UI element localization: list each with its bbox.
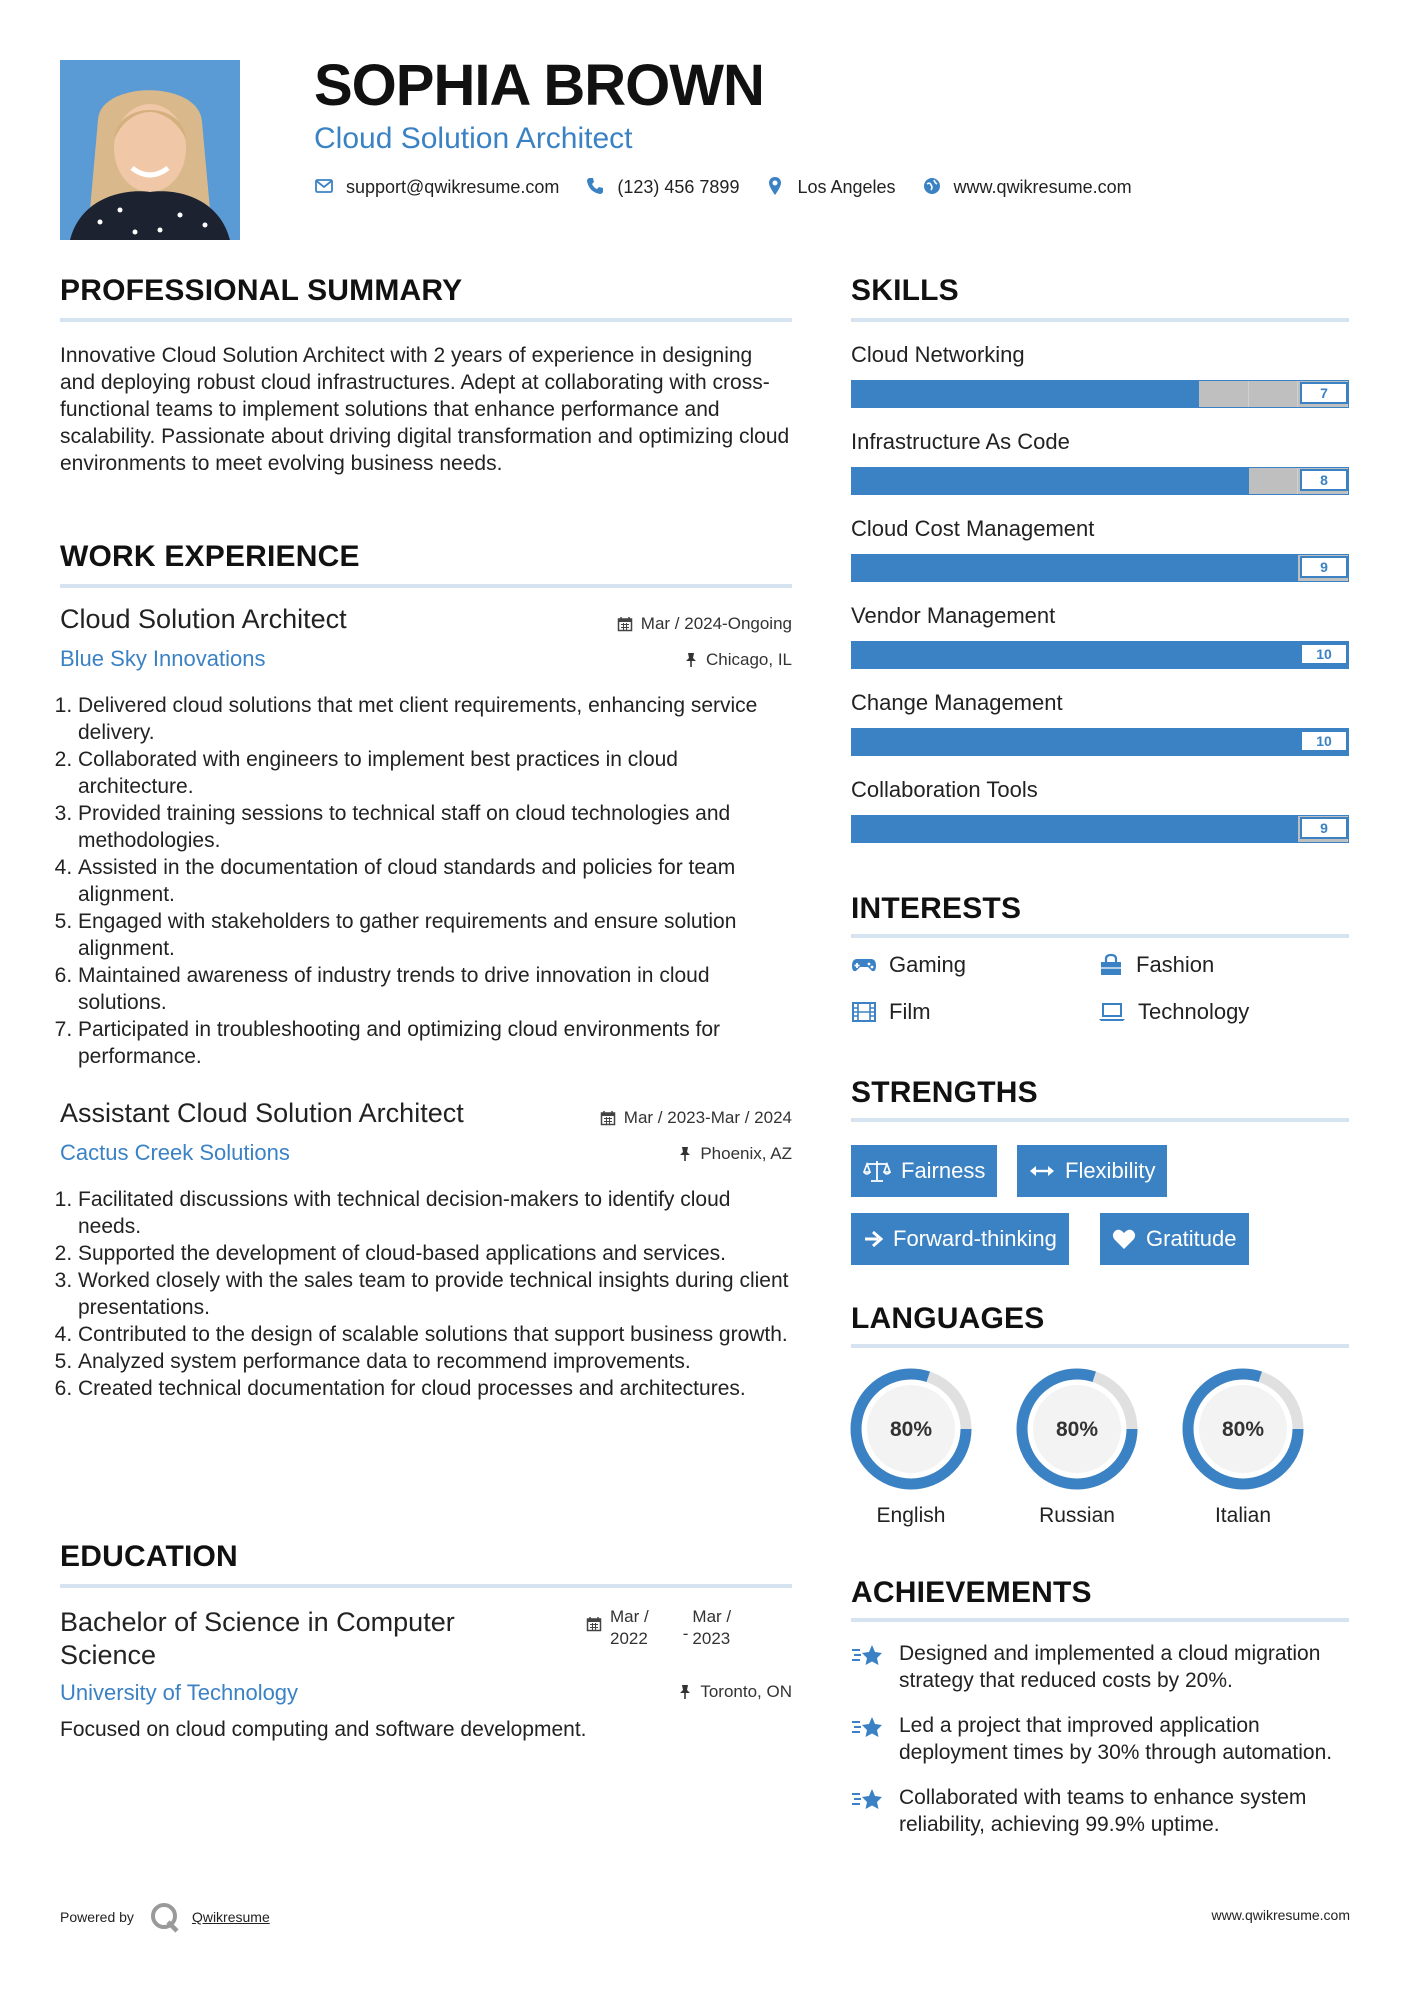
language-ring — [846, 1364, 976, 1494]
strength-label: Fairness — [901, 1158, 986, 1183]
skill-bar-segment — [902, 816, 952, 842]
interest-label: Fashion — [1136, 952, 1215, 977]
education-heading: EDUCATION — [60, 1540, 238, 1573]
shooting-star-icon — [851, 1642, 885, 1670]
skill-bar-segment — [1199, 642, 1249, 668]
website-text: www.qwikresume.com — [953, 176, 1132, 197]
job-dates — [600, 1108, 792, 1128]
skill-name: Cloud Networking — [851, 342, 1025, 367]
skill-name: Infrastructure As Code — [851, 429, 1070, 454]
interest-label: Technology — [1138, 999, 1250, 1024]
job-entry — [60, 604, 792, 1070]
skill-bar-segment — [902, 642, 952, 668]
education-start — [610, 1606, 649, 1650]
powered-by-text: Powered by — [60, 1909, 134, 1925]
achievement-item — [851, 1640, 1351, 1694]
summary-text: Innovative Cloud Solution Architect with 2 years of experience in designing and deploying robust cloud infrastructures. Adept at collaborating with cross-functional teams to implement solutions that enhance performance and scalability. Passionate about driving digital transformation and optimizing cloud environments to meet evolving business needs. — [60, 344, 790, 475]
job-bullet: 3. Provided training sessions to technical staff on cloud technologies and methodologies. — [78, 800, 792, 854]
skill-bar-segment — [1050, 381, 1100, 407]
experience-heading: WORK EXPERIENCE — [60, 540, 360, 573]
skill-name: Collaboration Tools — [851, 777, 1038, 802]
skill-bar-segment — [1001, 468, 1051, 494]
education-location-text: Toronto, ON — [700, 1682, 792, 1701]
job-bullet: 1. Facilitated discussions with technical decision-makers to identify cloud needs. — [78, 1186, 792, 1240]
laptop-icon — [1098, 1001, 1126, 1023]
education-location — [678, 1682, 792, 1702]
contact-website[interactable] — [922, 176, 1132, 198]
job-location — [678, 1144, 792, 1164]
skill-bar — [851, 554, 1349, 582]
skill-name: Cloud Cost Management — [851, 516, 1095, 541]
job-bullet: 4. Assisted in the documentation of cloud standards and policies for team alignment. — [78, 854, 792, 908]
envelope-icon — [314, 176, 336, 198]
interests-divider — [851, 934, 1349, 938]
powered-by — [60, 1900, 270, 1934]
interest-gaming — [851, 952, 966, 978]
footer-website[interactable]: www.qwikresume.com — [1211, 1907, 1350, 1923]
skill-item — [851, 690, 1349, 777]
language-percent: 80% — [1055, 1418, 1099, 1441]
skill-bar-segment — [1249, 642, 1299, 668]
skill-bar-segment — [1100, 468, 1150, 494]
job-bullet: 6. Maintained awareness of industry trends to drive innovation in cloud solutions. — [78, 962, 792, 1016]
job-location-text: Chicago, IL — [706, 650, 792, 669]
job-bullets — [60, 692, 792, 1070]
contact-bar — [314, 176, 1158, 198]
start-month: Mar / — [610, 1607, 649, 1626]
skill-bar-segment — [902, 381, 952, 407]
achievements-heading: ACHIEVEMENTS — [851, 1576, 1092, 1609]
languages-list — [846, 1364, 1366, 1534]
skill-level: 9 — [1300, 817, 1348, 839]
skill-bar-segment — [1249, 381, 1299, 407]
skill-bar-segment — [1199, 468, 1249, 494]
skill-bar-segment — [852, 642, 902, 668]
job-location-text: Phoenix, AZ — [700, 1144, 792, 1163]
skill-bar-segment — [852, 381, 902, 407]
skill-bar-segment — [1150, 729, 1200, 755]
skill-bar-segment — [1100, 555, 1150, 581]
gamepad-icon — [851, 955, 877, 975]
strengths-heading: STRENGTHS — [851, 1076, 1038, 1109]
job-bullets — [60, 1186, 792, 1402]
email-text: support@qwikresume.com — [346, 176, 560, 197]
pushpin-icon — [684, 652, 698, 668]
skills-heading: SKILLS — [851, 274, 959, 307]
pushpin-icon — [678, 1146, 692, 1162]
strength-label: Forward-thinking — [893, 1226, 1057, 1251]
job-dates — [617, 614, 792, 634]
skill-bar-segment — [1249, 816, 1299, 842]
skill-bar-segment — [1249, 555, 1299, 581]
interest-label: Film — [889, 999, 931, 1024]
contact-location — [765, 176, 895, 198]
achievement-item — [851, 1712, 1351, 1766]
achievements-divider — [851, 1618, 1349, 1622]
skill-bar-segment — [1001, 729, 1051, 755]
job-entry — [60, 1098, 792, 1402]
interest-fashion — [1098, 952, 1214, 978]
calendar-icon — [617, 616, 633, 632]
film-icon — [851, 1001, 877, 1023]
interest-label: Gaming — [889, 952, 967, 977]
strength-chip — [1100, 1213, 1249, 1265]
skill-bar-segment — [1100, 642, 1150, 668]
skill-name: Change Management — [851, 690, 1063, 715]
skill-level: 9 — [1300, 556, 1348, 578]
skill-bar-segment — [951, 381, 1001, 407]
skill-bar-segment — [1100, 729, 1150, 755]
skill-level: 7 — [1300, 382, 1348, 404]
school-name: University of Technology — [60, 1680, 299, 1705]
globe-icon — [922, 176, 944, 198]
summary-divider — [60, 318, 792, 322]
job-bullet: 7. Participated in troubleshooting and optimizing cloud environments for performance. — [78, 1016, 792, 1070]
skill-bar-segment — [1249, 729, 1299, 755]
profile-photo — [60, 60, 240, 240]
interests-heading: INTERESTS — [851, 892, 1022, 925]
skill-bar-segment — [1001, 381, 1051, 407]
calendar-icon — [586, 1616, 602, 1632]
shopping-bag-icon — [1098, 953, 1124, 977]
skill-bar-segment — [1100, 816, 1150, 842]
job-location — [684, 650, 792, 670]
skill-bar — [851, 728, 1349, 756]
skill-bar-segment — [1150, 816, 1200, 842]
skill-bar-segment — [902, 729, 952, 755]
language-name: English — [876, 1504, 946, 1527]
skill-bar-segment — [902, 555, 952, 581]
skill-bar-segment — [1050, 555, 1100, 581]
skill-bar-segment — [1249, 468, 1299, 494]
job-bullet: 3. Worked closely with the sales team to provide technical insights during client presentations. — [78, 1267, 792, 1321]
start-year: 2022 — [610, 1629, 648, 1648]
skills-list — [851, 342, 1349, 864]
contact-phone[interactable] — [585, 176, 739, 198]
pushpin-icon — [678, 1684, 692, 1700]
job-bullet: 4. Contributed to the design of scalable solutions that support business growth. — [78, 1321, 792, 1348]
skill-bar-segment — [1199, 729, 1249, 755]
skill-bar-segment — [951, 642, 1001, 668]
skill-bar-segment — [1150, 642, 1200, 668]
job-bullet: 2. Collaborated with engineers to implement best practices in cloud architecture. — [78, 746, 792, 800]
job-title: Assistant Cloud Solution Architect — [60, 1098, 464, 1128]
skill-bar-segment — [852, 468, 902, 494]
skill-item — [851, 516, 1349, 603]
end-month: Mar / — [692, 1607, 732, 1626]
arrow-right-icon — [863, 1229, 883, 1249]
skill-name: Vendor Management — [851, 603, 1056, 628]
achievement-text: Led a project that improved application deployment times by 30% through automation. — [899, 1714, 1333, 1764]
brand-link[interactable]: Qwikresume — [191, 1909, 270, 1925]
skill-bar — [851, 815, 1349, 843]
candidate-name: SOPHIA BROWN — [314, 53, 764, 118]
skill-bar-segment — [1199, 555, 1249, 581]
skill-bar-segment — [1050, 729, 1100, 755]
language-item — [1012, 1364, 1142, 1528]
skill-level: 8 — [1300, 469, 1348, 491]
interest-film — [851, 999, 931, 1025]
degree-title: Bachelor of Science in Computer Science — [60, 1607, 455, 1670]
job-dates-text: Mar / 2024-Ongoing — [640, 614, 792, 633]
skill-bar-segment — [852, 555, 902, 581]
language-item — [1178, 1364, 1308, 1528]
phone-text: (123) 456 7899 — [617, 176, 740, 197]
balance-scale-icon — [863, 1159, 891, 1183]
skill-bar-segment — [852, 816, 902, 842]
candidate-title: Cloud Solution Architect — [314, 122, 633, 155]
skill-bar — [851, 641, 1349, 669]
education-divider — [60, 1584, 792, 1588]
skill-bar-segment — [1001, 555, 1051, 581]
job-company: Cactus Creek Solutions — [60, 1140, 290, 1165]
contact-email[interactable] — [314, 176, 559, 198]
language-name: Italian — [1214, 1504, 1272, 1527]
job-title: Cloud Solution Architect — [60, 604, 347, 634]
skill-level: 10 — [1300, 643, 1348, 665]
experience-divider — [60, 584, 792, 588]
map-pin-icon — [765, 176, 787, 198]
achievement-item — [851, 1784, 1351, 1838]
location-text: Los Angeles — [797, 176, 896, 197]
interest-technology — [1098, 999, 1249, 1025]
education-end — [692, 1606, 731, 1650]
education-dates — [586, 1606, 731, 1650]
language-ring — [1178, 1364, 1308, 1494]
job-bullet: 6. Created technical documentation for cloud processes and architectures. — [78, 1375, 792, 1402]
skill-bar-segment — [1199, 816, 1249, 842]
skill-item — [851, 429, 1349, 516]
language-name: Russian — [1039, 1504, 1115, 1527]
skill-bar — [851, 380, 1349, 408]
skill-item — [851, 777, 1349, 864]
qwikresume-logo-icon — [148, 1900, 182, 1934]
shooting-star-icon — [851, 1786, 885, 1814]
phone-icon — [585, 176, 607, 198]
language-percent: 80% — [889, 1418, 933, 1441]
skill-bar-segment — [951, 468, 1001, 494]
job-bullet: 5. Engaged with stakeholders to gather requirements and ensure solution alignment. — [78, 908, 792, 962]
arrows-horizontal-icon — [1029, 1163, 1055, 1179]
skill-bar-segment — [951, 729, 1001, 755]
skill-bar-segment — [1150, 468, 1200, 494]
strength-label: Gratitude — [1146, 1226, 1237, 1251]
language-percent: 80% — [1221, 1418, 1265, 1441]
skill-bar-segment — [1001, 816, 1051, 842]
languages-heading: LANGUAGES — [851, 1302, 1045, 1335]
skill-bar-segment — [1001, 642, 1051, 668]
strength-chip — [851, 1145, 997, 1197]
skill-bar-segment — [951, 816, 1001, 842]
job-bullet: 2. Supported the development of cloud-based applications and services. — [78, 1240, 792, 1267]
strength-chip — [851, 1213, 1069, 1265]
strength-label: Flexibility — [1065, 1158, 1156, 1183]
skill-bar-segment — [1150, 555, 1200, 581]
achievement-text: Collaborated with teams to enhance system reliability, achieving 99.9% uptime. — [899, 1786, 1307, 1836]
skill-bar — [851, 467, 1349, 495]
heart-icon — [1112, 1228, 1136, 1250]
language-item — [846, 1364, 976, 1528]
job-company: Blue Sky Innovations — [60, 646, 266, 671]
skill-bar-segment — [1050, 816, 1100, 842]
language-ring — [1012, 1364, 1142, 1494]
strength-chip — [1017, 1145, 1167, 1197]
skill-bar-segment — [902, 468, 952, 494]
shooting-star-icon — [851, 1714, 885, 1742]
date-separator: - — [682, 1624, 689, 1643]
skill-level: 10 — [1300, 730, 1348, 752]
achievement-text: Designed and implemented a cloud migration strategy that reduced costs by 20%. — [899, 1642, 1321, 1692]
languages-divider — [851, 1344, 1349, 1348]
skill-item — [851, 342, 1349, 429]
skill-bar-segment — [1100, 381, 1150, 407]
summary-heading: PROFESSIONAL SUMMARY — [60, 274, 463, 307]
strengths-divider — [851, 1118, 1349, 1122]
end-year: 2023 — [692, 1629, 731, 1648]
skill-bar-segment — [1150, 381, 1200, 407]
skill-bar-segment — [951, 555, 1001, 581]
skill-bar-segment — [1050, 642, 1100, 668]
skill-item — [851, 603, 1349, 690]
job-dates-text: Mar / 2023-Mar / 2024 — [623, 1108, 792, 1127]
skill-bar-segment — [1199, 381, 1249, 407]
job-bullet: 5. Analyzed system performance data to recommend improvements. — [78, 1348, 792, 1375]
skill-bar-segment — [852, 729, 902, 755]
skill-bar-segment — [1050, 468, 1100, 494]
calendar-icon — [600, 1110, 616, 1126]
job-bullet: 1. Delivered cloud solutions that met client requirements, enhancing service delivery. — [78, 692, 792, 746]
education-description: Focused on cloud computing and software development. — [60, 1718, 587, 1741]
achievements-list — [851, 1640, 1349, 1856]
skills-divider — [851, 318, 1349, 322]
